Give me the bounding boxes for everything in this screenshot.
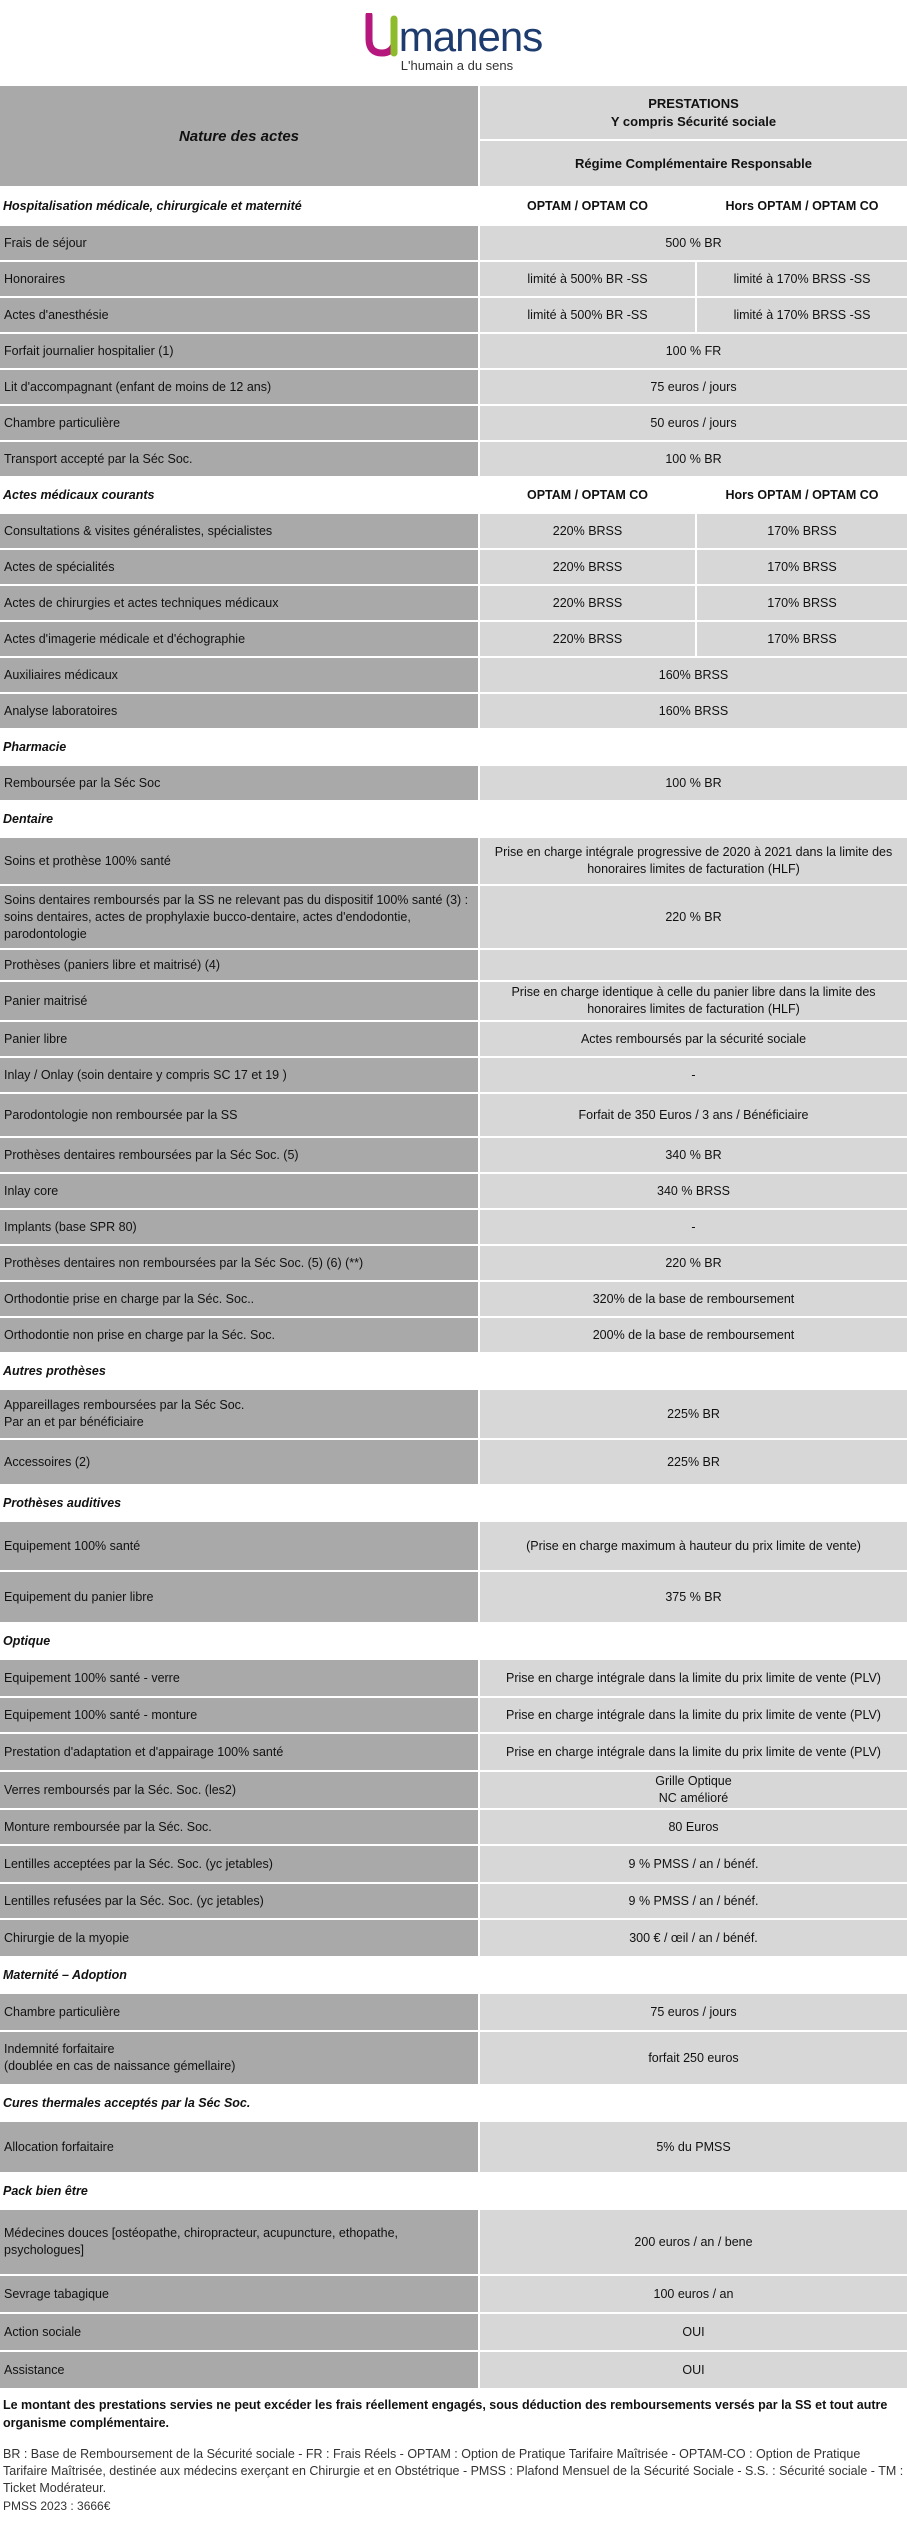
row-value: 200% de la base de remboursement [478, 1318, 907, 1352]
row-label: Panier libre [0, 1022, 478, 1056]
row-value: Forfait de 350 Euros / 3 ans / Bénéficiaire [478, 1094, 907, 1136]
row-value-optam: limité à 500% BR -SS [478, 262, 695, 296]
table-row [0, 514, 907, 550]
row-label: Orthodontie prise en charge par la Séc. Soc.. [0, 1282, 478, 1316]
table-row [0, 838, 907, 886]
row-label: Prothèses (paniers libre et maitrisé) (4) [0, 950, 478, 980]
section-autres-protheses [0, 1354, 907, 1390]
row-value: Actes remboursés par la sécurité sociale [478, 1022, 907, 1056]
row-value: 225% BR [478, 1440, 907, 1484]
section-actes [0, 478, 907, 514]
row-label: Actes d'anesthésie [0, 298, 478, 332]
row-label: Prothèses dentaires non remboursées par la Séc Soc. (5) (6) (**) [0, 1246, 478, 1280]
row-value-optam: limité à 500% BR -SS [478, 298, 695, 332]
row-value-hors-optam: 170% BRSS [695, 586, 907, 620]
table-row [0, 1022, 907, 1058]
table-row [0, 1058, 907, 1094]
row-label: Remboursée par la Séc Soc [0, 766, 478, 800]
section-dentaire [0, 802, 907, 838]
table-row [0, 1734, 907, 1772]
section-title: Hospitalisation médicale, chirurgicale et maternité [3, 199, 302, 213]
row-value: OUI [478, 2314, 907, 2350]
logo [0, 0, 907, 86]
row-value: Prise en charge intégrale progressive de 2020 à 2021 dans la limite des honoraires limites de facturation (HLF) [478, 838, 907, 884]
row-value-hors-optam: limité à 170% BRSS -SS [695, 298, 907, 332]
table-row [0, 2276, 907, 2314]
table-row [0, 1138, 907, 1174]
row-label: Lit d'accompagnant (enfant de moins de 12 ans) [0, 370, 478, 404]
row-value: Prise en charge identique à celle du panier libre dans la limite des honoraires limites de facturation (HLF) [478, 982, 907, 1020]
section-maternite [0, 1958, 907, 1994]
row-value: 80 Euros [478, 1810, 907, 1844]
table-row [0, 1094, 907, 1138]
logo-brand: manens [398, 13, 543, 60]
row-value-optam: 220% BRSS [478, 622, 695, 656]
section-title: Prothèses auditives [3, 1496, 122, 1510]
section-protheses-auditives [0, 1486, 907, 1522]
col-optam: OPTAM / OPTAM CO [526, 199, 649, 213]
row-value-hors-optam: 170% BRSS [695, 514, 907, 548]
row-label: Equipement 100% santé - monture [0, 1698, 478, 1732]
table-row [0, 1994, 907, 2032]
row-label: Prothèses dentaires remboursées par la Séc Soc. (5) [0, 1138, 478, 1172]
row-label: Consultations & visites généralistes, spécialistes [0, 514, 478, 548]
table-row [0, 334, 907, 370]
row-value: (Prise en charge maximum à hauteur du prix limite de vente) [478, 1522, 907, 1570]
row-value: 340 % BRSS [478, 1174, 907, 1208]
row-label: Chirurgie de la myopie [0, 1920, 478, 1956]
row-value-hors-optam: limité à 170% BRSS -SS [695, 262, 907, 296]
row-label: Panier maitrisé [0, 982, 478, 1020]
row-label: Chambre particulière [0, 1994, 478, 2030]
table-row [0, 1246, 907, 1282]
table-row [0, 950, 907, 982]
row-label: Indemnité forfaitaire (doublée en cas de naissance gémellaire) [0, 2032, 478, 2084]
row-value: 5% du PMSS [478, 2122, 907, 2172]
row-label: Actes de chirurgies et actes techniques médicaux [0, 586, 478, 620]
table-row [0, 442, 907, 478]
table-row [0, 1522, 907, 1572]
table-row [0, 406, 907, 442]
section-title: Maternité – Adoption [3, 1968, 127, 1982]
row-label: Chambre particulière [0, 406, 478, 440]
table-row [0, 2032, 907, 2086]
row-label: Lentilles acceptées par la Séc. Soc. (yc jetables) [0, 1846, 478, 1882]
section-title: Autres prothèses [3, 1364, 106, 1378]
section-title: Dentaire [3, 812, 54, 826]
section-title: Cures thermales acceptés par la Séc Soc. [3, 2096, 251, 2110]
prestations-line1: PRESTATIONS [648, 95, 739, 111]
section-optique [0, 1624, 907, 1660]
table-row [0, 1210, 907, 1246]
table-row [0, 886, 907, 950]
row-value: forfait 250 euros [478, 2032, 907, 2084]
row-value-optam: 220% BRSS [478, 586, 695, 620]
row-label: Allocation forfaitaire [0, 2122, 478, 2172]
row-value: 50 euros / jours [478, 406, 907, 440]
table-row [0, 1772, 907, 1810]
row-value: 500 % BR [478, 226, 907, 260]
table-row [0, 1920, 907, 1958]
row-label: Equipement 100% santé [0, 1522, 478, 1570]
row-value-hors-optam: 170% BRSS [695, 550, 907, 584]
table-row [0, 1282, 907, 1318]
row-value: 300 € / œil / an / bénéf. [478, 1920, 907, 1956]
row-value: Prise en charge intégrale dans la limite du prix limite de vente (PLV) [478, 1660, 907, 1696]
row-label: Lentilles refusées par la Séc. Soc. (yc jetables) [0, 1884, 478, 1918]
table-row [0, 1174, 907, 1210]
col-hors-optam: Hors OPTAM / OPTAM CO [725, 199, 879, 213]
row-value: Prise en charge intégrale dans la limite du prix limite de vente (PLV) [478, 1734, 907, 1770]
row-value: 200 euros / an / bene [478, 2210, 907, 2274]
table-row [0, 1698, 907, 1734]
row-label: Inlay core [0, 1174, 478, 1208]
table-row [0, 1810, 907, 1846]
footer [0, 2390, 907, 2513]
row-value: 220 % BR [478, 886, 907, 948]
table-row [0, 1884, 907, 1920]
col-optam: OPTAM / OPTAM CO [526, 488, 649, 502]
prestations-header [480, 86, 907, 141]
section-title: Optique [3, 1634, 51, 1648]
row-label: Soins et prothèse 100% santé [0, 838, 478, 884]
regime-header: Régime Complémentaire Responsable [480, 141, 907, 186]
section-title: Pharmacie [3, 740, 67, 754]
row-value: 100 % BR [478, 766, 907, 800]
row-value [478, 950, 907, 980]
section-title: Actes médicaux courants [3, 488, 155, 502]
footer-note: Le montant des prestations servies ne peut excéder les frais réellement engagés, sous déduction des remboursements versés par la SS et tout autre organisme complémentaire. [3, 2398, 888, 2430]
benefits-table [0, 86, 907, 2390]
row-label: Equipement du panier libre [0, 1572, 478, 1622]
row-value-hors-optam: 170% BRSS [695, 622, 907, 656]
row-label: Prestation d'adaptation et d'appairage 100% santé [0, 1734, 478, 1770]
table-row [0, 1390, 907, 1440]
row-label: Frais de séjour [0, 226, 478, 260]
table-row [0, 2122, 907, 2174]
row-label: Actes de spécialités [0, 550, 478, 584]
row-value-optam: 220% BRSS [478, 550, 695, 584]
row-label: Equipement 100% santé - verre [0, 1660, 478, 1696]
section-title: Pack bien être [3, 2184, 88, 2198]
row-label: Parodontologie non remboursée par la SS [0, 1094, 478, 1136]
table-row [0, 622, 907, 658]
table-row [0, 586, 907, 622]
prestations-line2: Y compris Sécurité sociale [610, 113, 777, 129]
row-value: 225% BR [478, 1390, 907, 1438]
row-value: Grille Optique NC amélioré [478, 1772, 907, 1808]
row-label: Médecines douces [ostéopathe, chiropracteur, acupuncture, ethopathe, psychologues] [0, 2210, 478, 2274]
row-value: 220 % BR [478, 1246, 907, 1280]
row-value: 100 % FR [478, 334, 907, 368]
row-label: Implants (base SPR 80) [0, 1210, 478, 1244]
row-value: Prise en charge intégrale dans la limite du prix limite de vente (PLV) [478, 1698, 907, 1732]
table-row [0, 262, 907, 298]
table-row [0, 694, 907, 730]
row-value-optam: 220% BRSS [478, 514, 695, 548]
logo-u-icon [365, 13, 399, 57]
row-value: 75 euros / jours [478, 1994, 907, 2030]
footer-legend: BR : Base de Remboursement de la Sécurité sociale - FR : Frais Réels - OPTAM : Option de Pratique Tarifaire Maîtrisée - OPTAM-CO : Option de Pratique Tarifaire Maîtrisée, destinée aux médecins exerçant en Chirurgie et en Obstétrique - PMSS : Plafond Mensuel de la Sécurité Sociale - S.S. : Sécurité sociale - TM : Ticket Modérateur. [3, 2447, 904, 2495]
row-value: 100 euros / an [478, 2276, 907, 2312]
row-label: Accessoires (2) [0, 1440, 478, 1484]
section-pharmacie [0, 730, 907, 766]
section-cures [0, 2086, 907, 2122]
row-label: Action sociale [0, 2314, 478, 2350]
row-value: 9 % PMSS / an / bénéf. [478, 1846, 907, 1882]
table-row [0, 1440, 907, 1486]
table-row [0, 1846, 907, 1884]
table-row [0, 2210, 907, 2276]
row-label: Monture remboursée par la Séc. Soc. [0, 1810, 478, 1844]
row-label: Honoraires [0, 262, 478, 296]
table-row [0, 658, 907, 694]
logo-tagline: L'humain a du sens [400, 58, 514, 73]
table-header [0, 86, 907, 188]
row-label: Verres remboursés par la Séc. Soc. (les2) [0, 1772, 478, 1808]
table-row [0, 550, 907, 586]
table-row [0, 1572, 907, 1624]
table-row [0, 298, 907, 334]
section-pack [0, 2174, 907, 2210]
section-hospitalisation [0, 188, 907, 226]
row-label: Actes d'imagerie médicale et d'échographie [0, 622, 478, 656]
row-label: Forfait journalier hospitalier (1) [0, 334, 478, 368]
row-value: 160% BRSS [478, 694, 907, 728]
row-label: Analyse laboratoires [0, 694, 478, 728]
row-label: Sevrage tabagique [0, 2276, 478, 2312]
row-label: Soins dentaires remboursés par la SS ne relevant pas du dispositif 100% santé (3) : soins dentaires, actes de prophylaxie bucco-dentaire, actes d'endodontie, parodontologie [0, 886, 478, 948]
row-value: - [478, 1210, 907, 1244]
row-label: Appareillages remboursées par la Séc Soc. Par an et par bénéficiaire [0, 1390, 478, 1438]
nature-header: Nature des actes [0, 86, 478, 186]
row-value: - [478, 1058, 907, 1092]
row-value: 320% de la base de remboursement [478, 1282, 907, 1316]
row-value: 100 % BR [478, 442, 907, 476]
row-value: 340 % BR [478, 1138, 907, 1172]
table-row [0, 1660, 907, 1698]
row-label: Assistance [0, 2352, 478, 2388]
row-value: OUI [478, 2352, 907, 2388]
table-row [0, 766, 907, 802]
row-label: Inlay / Onlay (soin dentaire y compris SC 17 et 19 ) [0, 1058, 478, 1092]
col-hors-optam: Hors OPTAM / OPTAM CO [725, 488, 879, 502]
row-value: 160% BRSS [478, 658, 907, 692]
row-label: Transport accepté par la Séc Soc. [0, 442, 478, 476]
table-row [0, 1318, 907, 1354]
row-value: 375 % BR [478, 1572, 907, 1622]
row-label: Auxiliaires médicaux [0, 658, 478, 692]
table-row [0, 982, 907, 1022]
table-row [0, 226, 907, 262]
row-value: 75 euros / jours [478, 370, 907, 404]
table-row [0, 2314, 907, 2352]
footer-pmss: PMSS 2023 : 3666€ [3, 2499, 111, 2513]
row-label: Orthodontie non prise en charge par la Séc. Soc. [0, 1318, 478, 1352]
row-value: 9 % PMSS / an / bénéf. [478, 1884, 907, 1918]
table-row [0, 2352, 907, 2390]
table-row [0, 370, 907, 406]
